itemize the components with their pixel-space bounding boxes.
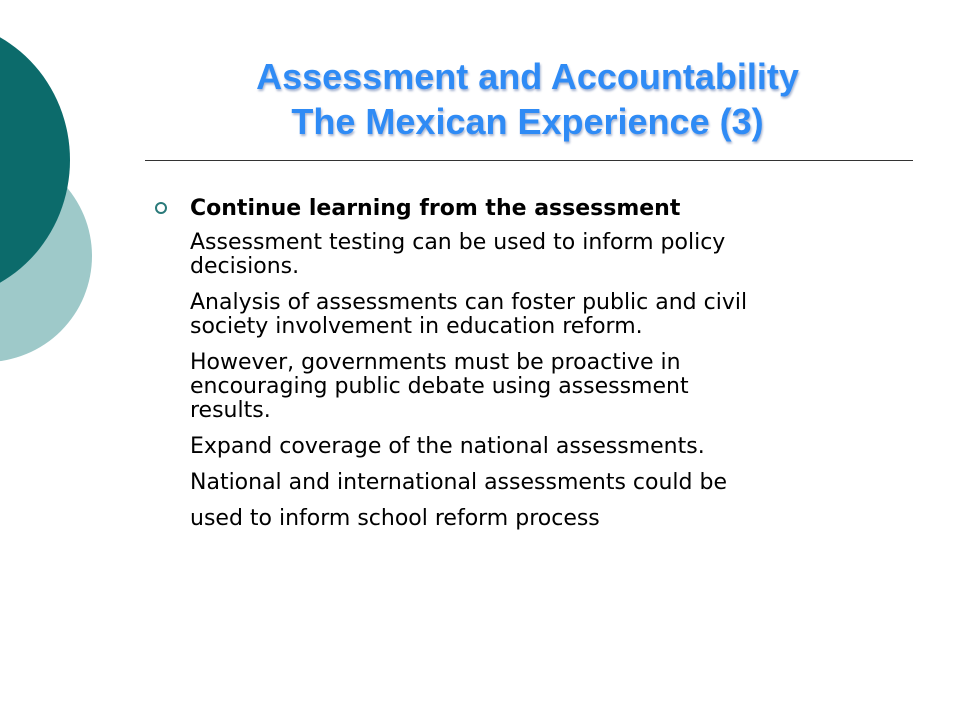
body-line: Analysis of assessments can foster public and civil	[190, 290, 748, 315]
body-line: Expand coverage of the national assessments.	[190, 434, 705, 459]
body-line: society involvement in education reform.	[190, 314, 643, 339]
body-paragraph-1	[190, 231, 725, 279]
slide-title-line-1: Assessment and Accountability	[256, 56, 799, 97]
bullet-circle-icon	[155, 202, 167, 214]
slide-title-line-2: The Mexican Experience (3)	[291, 101, 764, 142]
body-line: National and international assessments could be	[190, 470, 728, 495]
slide-title	[140, 54, 915, 144]
body-line: Assessment testing can be used to inform policy	[190, 230, 726, 255]
body-line: encouraging public debate using assessment	[190, 374, 689, 399]
body-paragraph-2	[190, 291, 747, 339]
body-line: used to inform school reform process	[190, 506, 600, 531]
body-paragraph-5	[190, 471, 727, 495]
body-paragraph-6	[190, 507, 600, 531]
body-line: results.	[190, 398, 271, 423]
bullet-heading: Continue learning from the assessment	[190, 196, 681, 221]
body-paragraph-3	[190, 351, 689, 423]
body-line: decisions.	[190, 254, 300, 279]
body-paragraph-4	[190, 435, 705, 459]
title-divider	[145, 160, 913, 161]
body-line: However, governments must be proactive in	[190, 350, 681, 375]
